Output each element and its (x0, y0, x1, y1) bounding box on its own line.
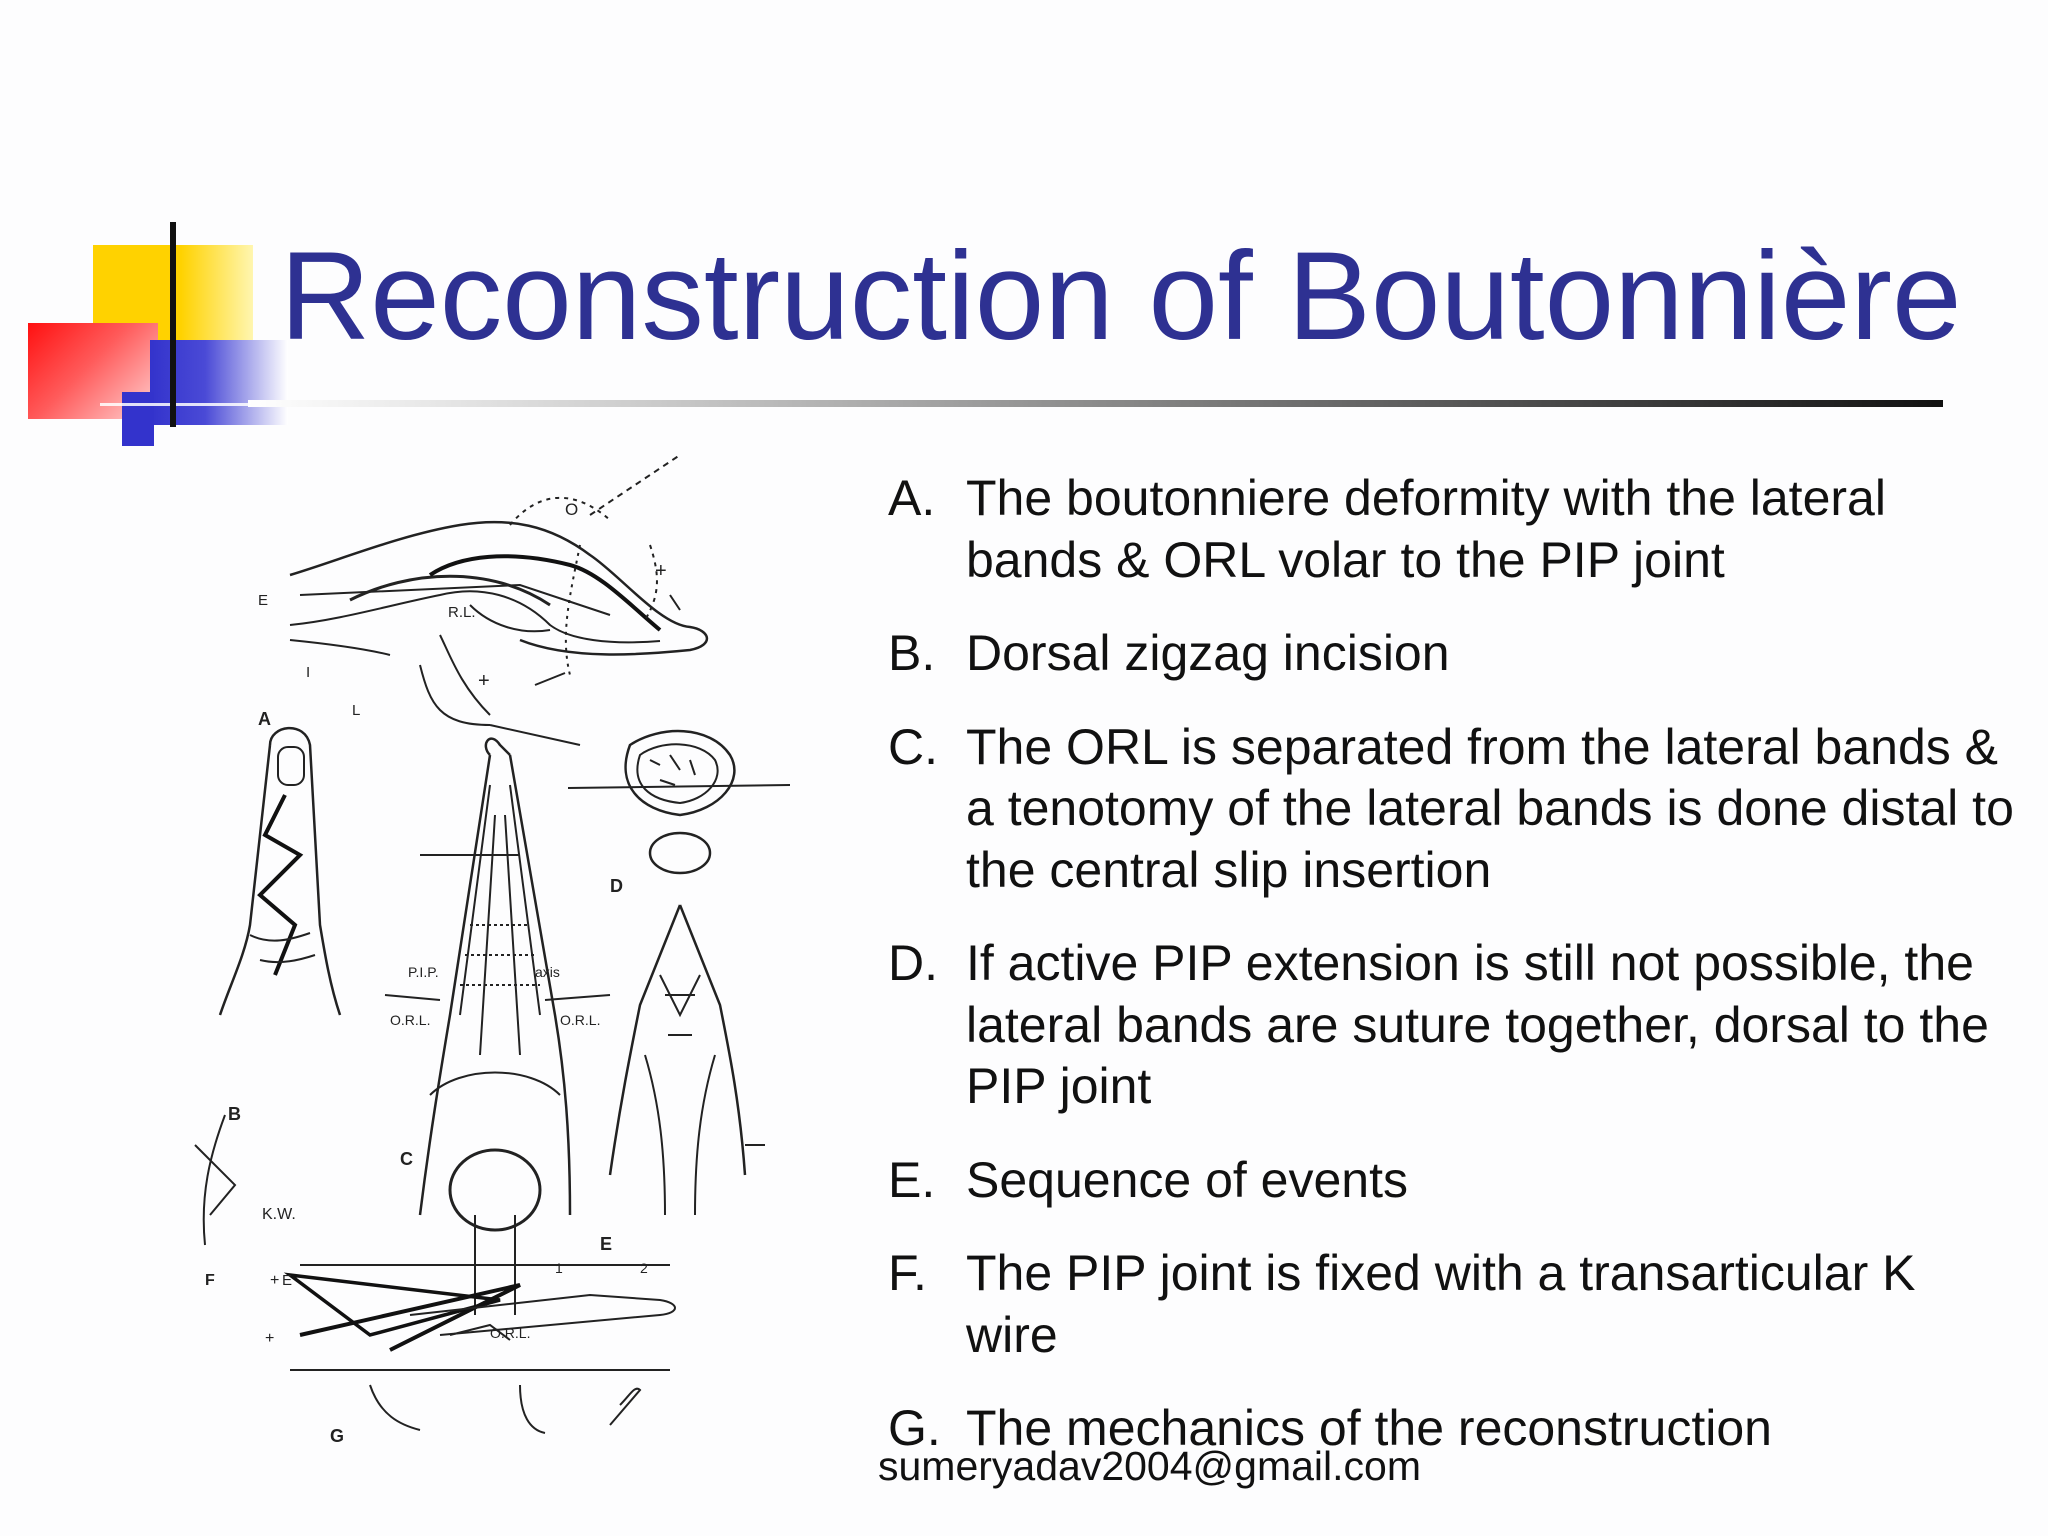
reconstruction-steps-list (888, 468, 2018, 1492)
label-plus-top: + (655, 560, 667, 582)
label-a: A (258, 709, 271, 729)
black-vertical-line-decoration (170, 222, 176, 427)
list-marker: F. (888, 1245, 927, 1301)
list-text: The PIP joint is fixed with a transarticular K wire (966, 1245, 1916, 1363)
label-f: F (205, 1272, 215, 1289)
label-c: C (400, 1149, 413, 1169)
label-plus-bottom: + (478, 670, 490, 692)
list-marker: D. (888, 935, 938, 991)
panel-b-finger-dorsal (195, 728, 340, 1245)
label-g: G (330, 1426, 345, 1446)
list-text: If active PIP extension is still not possible, the lateral bands are suture together, dorsal to the PIP joint (966, 935, 1989, 1114)
label-pip: P.I.P. (408, 964, 439, 980)
list-text: The mechanics of the reconstruction (966, 1400, 1772, 1456)
label-e-bottom: E (282, 1272, 293, 1289)
list-marker: A. (888, 470, 936, 526)
label-o-top: O (565, 500, 579, 519)
list-marker: E. (888, 1151, 936, 1208)
blue-square-decoration (122, 392, 154, 446)
list-marker: C. (888, 718, 938, 775)
list-text: Dorsal zigzag incision (966, 625, 1450, 681)
label-rl: R.L. (448, 604, 476, 621)
panel-e-lateral-bands (610, 905, 765, 1215)
list-text: The ORL is separated from the lateral bands & a tenotomy of the lateral bands is done distal to the central slip insertion (966, 718, 2014, 898)
slide-title: Reconstruction of Boutonnière (280, 227, 1962, 366)
list-item (888, 623, 2018, 685)
label-axis: axis (535, 964, 560, 980)
list-item (888, 1150, 2018, 1212)
label-b: B (228, 1104, 241, 1124)
list-item (888, 468, 2018, 591)
label-i-top: I (306, 664, 311, 681)
label-d: D (610, 876, 623, 896)
label-e-panel: E (600, 1234, 613, 1254)
hand-surgery-illustration (190, 455, 790, 1530)
panel-d-cross-section (568, 731, 790, 873)
label-two: 2 (640, 1260, 648, 1276)
list-item (888, 933, 2018, 1118)
label-orl-bottom: O.R.L. (490, 1325, 531, 1341)
list-item (888, 717, 2018, 902)
list-marker: G. (888, 1400, 941, 1456)
list-item (888, 1243, 2018, 1366)
panel-fg-k-wire-fixation (290, 1265, 675, 1433)
author-email: sumeryadav2004@gmail.com (878, 1443, 1421, 1489)
label-one: 1 (555, 1260, 563, 1276)
label-orl-left: O.R.L. (390, 1012, 431, 1028)
list-text: Sequence of events (966, 1151, 1408, 1208)
label-orl-right: O.R.L. (560, 1012, 601, 1028)
title-underline (248, 400, 1943, 407)
list-text: The boutonniere deformity with the lateral bands & ORL volar to the PIP joint (966, 470, 1886, 588)
label-kw: K.W. (262, 1206, 296, 1223)
label-plus-e: + (270, 1272, 280, 1289)
label-e-top: E (258, 592, 269, 609)
label-l-top: L (352, 702, 361, 719)
list-marker: B. (888, 625, 936, 681)
label-plus-i: + (265, 1330, 275, 1347)
